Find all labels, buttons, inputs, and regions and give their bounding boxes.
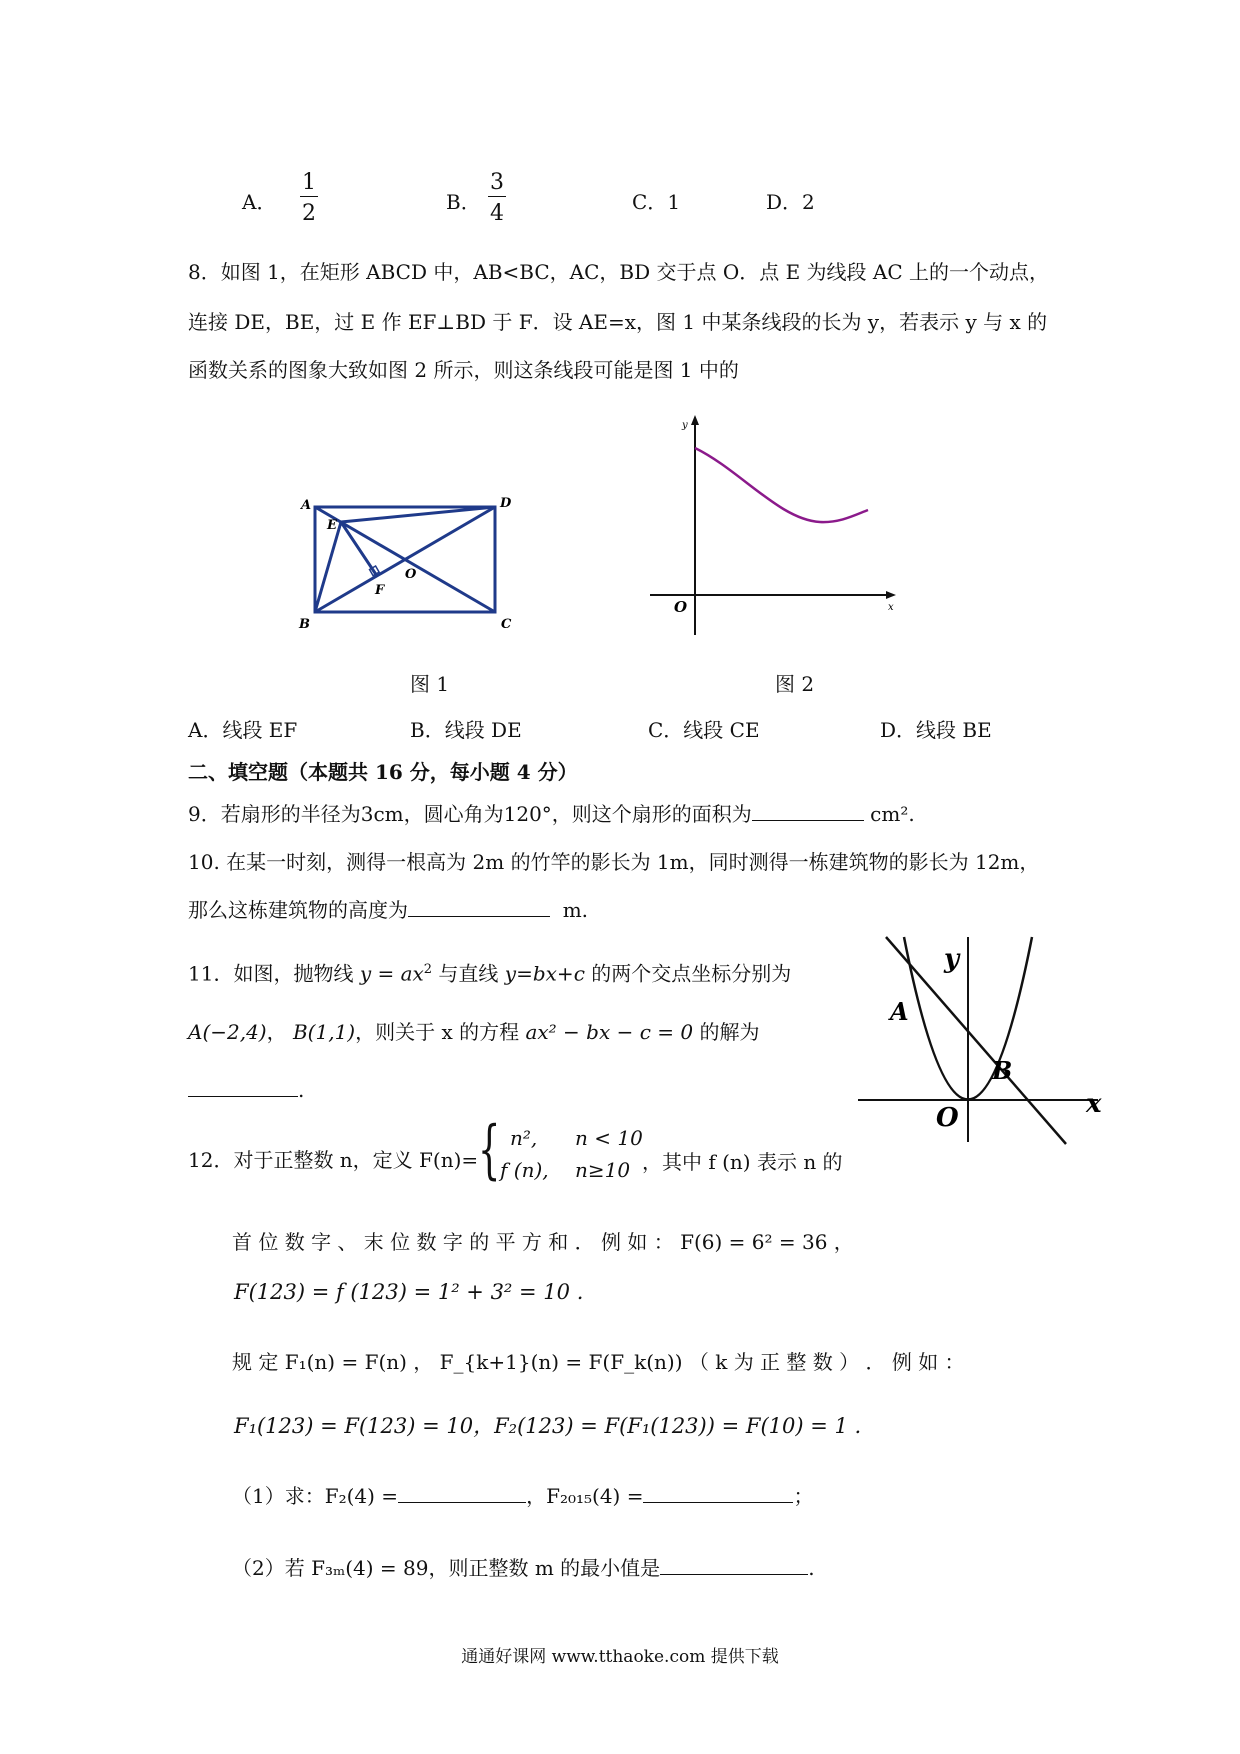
q12-intro: 12．对于正整数 n，定义 F(n)= [188,1148,479,1172]
q11-fig-origin-label: O [936,1103,959,1133]
q11-fig-x-label: x [1086,1089,1102,1119]
q10-line-2 [188,896,588,924]
q10-line-1: 10. 在某一时刻，测得一根高为 2m 的竹竿的影长为 1m，同时测得一栋建筑物的影长为 12m， [188,850,1040,874]
q11-fig-point-b: B [992,1056,1013,1085]
fig2-y-label: y [682,420,688,431]
q12-case-2-condition: n≥10 [575,1158,631,1182]
q8-option-d: D．线段 BE [880,718,992,742]
q8-option-a: A．线段 EF [188,718,298,742]
fig2-origin-label: O [674,598,688,616]
q11-line-3 [188,1076,304,1104]
section-2-heading: 二、填空题（本题共 16 分，每小题 4 分） [188,760,578,784]
q11-fig-point-a: A [890,997,909,1026]
q7-option-a-fraction [300,170,318,227]
q11-line3-end: . [298,1078,305,1102]
q11-straight-line [886,937,1066,1144]
q9-line [188,800,915,828]
q12-intro-end: ，其中 f (n) 表示 n 的 [642,1150,843,1174]
fig1-label-o: O [405,567,417,582]
q12-brace: { [478,1113,501,1187]
fig1-label-f: F [375,583,385,598]
q11-line2-end: 的解为 [693,1020,760,1044]
q12-part2-end: . [808,1556,815,1580]
q10-unit: m. [562,898,589,922]
q12-line-3: F(123) = f (123) = 1² + 3² = 10 . [234,1280,584,1304]
q7-option-d [766,188,815,216]
q12-case-1-value: n², [510,1126,538,1150]
q12-part2-blank [660,1556,808,1575]
q11-line1-b: 与直线 [432,961,505,986]
q7-option-a-numerator: 1 [302,170,316,195]
fig1-label-e: E [327,518,337,533]
fig1-label-a: A [301,498,312,513]
q11-fig-y-label: y [944,944,960,974]
q12-line-2: 首 位 数 字 、 末 位 数 字 的 平 方 和 ． 例 如 ： F(6) = 6² = 36 ， [232,1230,854,1254]
q8-figure-2-graph [640,410,900,650]
q7-option-d-value: 2 [802,190,815,214]
q12-part1-a: （1）求：F₂(4) = [232,1484,399,1508]
fig1-label-b: B [299,617,310,632]
q8-line-3: 函数关系的图象大致如图 2 所示，则这条线段可能是图 1 中的 [188,358,739,382]
q7-option-d-label: D． [766,190,803,214]
q7-option-a-denominator: 2 [302,201,316,226]
q8-figure-2-caption: 图 2 [775,672,815,696]
q11-eq-parabola: y = ax [359,961,424,986]
q11-line2-mid: ，则关于 x 的方程 [355,1020,526,1044]
q11-line1-c: 的两个交点坐标分别为 [584,961,792,986]
q11-point-a: A(−2,4) [188,1020,267,1044]
page-footer: 通通好课网 www.tthaoke.com 提供下载 [461,1647,779,1667]
fig2-x-label: x [888,602,894,613]
q7-option-b-label: B． [446,190,481,214]
q11-line-2: A(−2,4)， B(1,1)，则关于 x 的方程 ax² − bx − c = 0 的解为 [188,1020,760,1044]
q8-line-1: 8．如图 1，在矩形 ABCD 中，AB<BC，AC，BD 交于点 O．点 E 为线段 AC 上的一个动点， [188,260,1050,284]
q7-option-c-value: 1 [667,190,681,214]
q9-answer-blank [752,802,864,821]
fig2-curve [695,448,868,522]
q8-line-2: 连接 DE，BE，过 E 作 EF⊥BD 于 F．设 AE=x，图 1 中某条线段的长为 y，若表示 y 与 x 的 [188,310,1048,334]
fig1-label-c: C [501,617,512,632]
q8-option-c: C．线段 CE [648,718,760,742]
q7-option-b-numerator: 3 [490,170,504,195]
q12-case-2-value: f (n), [500,1158,549,1182]
q12-part1-blank-1 [398,1484,526,1503]
q12-part-2 [232,1552,815,1581]
q11-figure-parabola [858,932,1128,1147]
q12-line-5: F₁(123) = F(123) = 10，F₂(123) = F(F₁(123)) = F(10) = 1 . [234,1414,862,1438]
q11-point-b: B(1,1) [292,1020,356,1044]
q12-case-1-condition: n < 10 [575,1126,643,1150]
q11-line-1: 11．如图，抛物线 $y = ax^2$ 与直线 y=bx+c 的两个交点坐标分别为 [188,961,792,986]
q7-option-b-denominator: 4 [490,201,504,226]
q8-option-b: B．线段 DE [410,718,522,742]
q12-part-1 [232,1480,813,1509]
q10-text: 那么这栋建筑物的高度为 [188,898,408,922]
q8-figure-1-caption: 图 1 [410,672,450,696]
q12-part2-a: （2）若 F₃ₘ(4) = 89，则正整数 m 的最小值是 [232,1556,661,1580]
q11-answer-blank [188,1078,298,1097]
q12-part1-blank-2 [643,1484,793,1503]
q11-equation: ax² − bx − c = 0 [525,1020,694,1044]
q7-option-b-fraction [488,170,506,227]
fig1-label-d: D [500,496,512,511]
q11-eq-line: y=bx+c [504,961,585,986]
q12-part1-end: ； [793,1484,814,1508]
q8-figure-1-rectangle [295,495,525,635]
q7-option-a-label: A． [242,190,277,214]
q11-line1-a: 11．如图，抛物线 [188,961,360,986]
q12-part1-b: ，F₂₀₁₅(4) = [526,1484,644,1508]
q10-answer-blank [408,898,550,917]
q9-text: 9．若扇形的半径为3cm，圆心角为120°，则这个扇形的面积为 [188,802,752,826]
q7-option-c-label: C． [632,190,668,214]
q9-unit: cm². [870,802,915,826]
q7-option-c [632,188,680,216]
q12-line-4: 规 定 F₁(n) = F(n) ， F_{k+1}(n) = F(F_k(n)) （ k 为 正 整 数 ） ． 例 如 ： [232,1350,965,1374]
